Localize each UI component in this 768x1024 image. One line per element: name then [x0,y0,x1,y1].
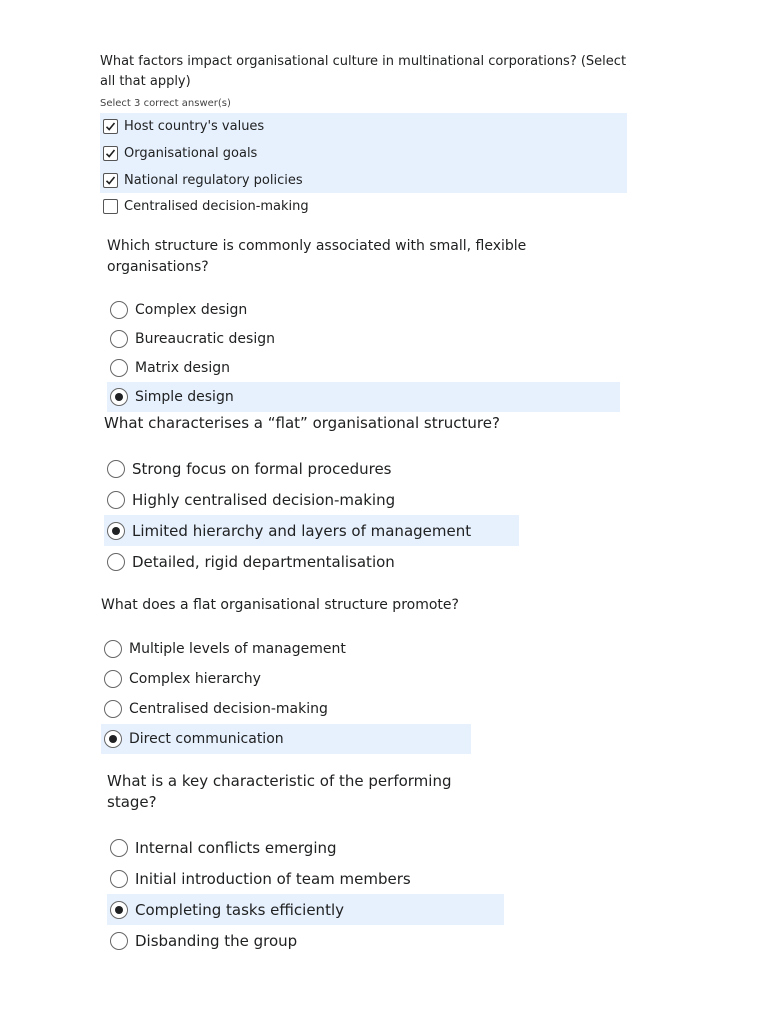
radio-selected-icon[interactable] [110,901,128,919]
q5-option-3-label: Completing tasks efficiently [135,900,344,919]
q3-option-4[interactable] [104,546,519,577]
q2-option-1[interactable] [107,295,620,324]
q3-option-1-label: Strong focus on formal procedures [132,459,392,478]
checkbox-unchecked-icon[interactable] [103,199,118,214]
checkbox-checked-icon[interactable] [103,173,118,188]
radio-off-icon[interactable] [107,553,125,571]
q5-option-2-label: Initial introduction of team members [135,869,411,888]
q3-option-2-label: Highly centralised decision-making [132,490,396,509]
radio-off-icon[interactable] [107,491,125,509]
q3-option-3[interactable] [104,515,519,546]
radio-off-icon[interactable] [110,932,128,950]
q3-option-3-label: Limited hierarchy and layers of management [132,521,472,540]
q4-option-4-label: Direct communication [129,731,284,747]
q2-option-2[interactable] [107,324,620,353]
radio-off-icon[interactable] [110,870,128,888]
question-1 [100,52,627,220]
q4-option-1[interactable] [101,634,471,664]
radio-selected-icon[interactable] [107,522,125,540]
question-4 [101,595,471,754]
q3-option-4-label: Detailed, rigid departmentalisation [132,552,395,571]
q2-option-4[interactable] [107,382,620,412]
q1-option-4-label: Centralised decision-making [124,199,309,214]
q1-option-1[interactable] [100,113,627,140]
q2-option-2-label: Bureaucratic design [135,330,275,347]
question-2 [107,236,620,412]
question-2-text: Which structure is commonly associated with small, flexible organisations? [107,238,527,275]
radio-off-icon[interactable] [107,460,125,478]
q5-option-2[interactable] [107,863,504,894]
q1-option-2[interactable] [100,140,627,167]
question-5 [107,771,504,956]
radio-off-icon[interactable] [104,640,122,658]
checkbox-checked-icon[interactable] [103,146,118,161]
radio-off-icon[interactable] [104,670,122,688]
question-3-text: What characterises a “flat” organisational structure? [104,414,500,432]
q4-option-2[interactable] [101,664,471,694]
q1-option-1-label: Host country's values [124,119,265,134]
radio-off-icon[interactable] [110,839,128,857]
radio-off-icon[interactable] [110,301,128,319]
q1-option-4[interactable] [100,193,627,220]
q2-option-3-label: Matrix design [135,359,230,376]
q4-option-1-label: Multiple levels of management [129,641,346,657]
q5-option-4-label: Disbanding the group [135,931,298,950]
q4-option-2-label: Complex hierarchy [129,671,261,687]
q4-option-3[interactable] [101,694,471,724]
q2-option-4-label: Simple design [135,389,234,405]
q3-option-2[interactable] [104,484,519,515]
q5-option-1-label: Internal conflicts emerging [135,838,337,857]
q4-option-3-label: Centralised decision-making [129,701,328,717]
q1-option-3-label: National regulatory policies [124,172,303,188]
q2-option-1-label: Complex design [135,301,248,318]
q5-option-3[interactable] [107,894,504,925]
question-4-text: What does a flat organisational structure promote? [101,597,459,613]
q3-option-1[interactable] [104,453,519,484]
q1-option-2-label: Organisational goals [124,146,258,161]
radio-off-icon[interactable] [104,700,122,718]
radio-selected-icon[interactable] [110,388,128,406]
q5-option-4[interactable] [107,925,504,956]
checkbox-checked-icon[interactable] [103,119,118,134]
question-3 [104,413,519,577]
q4-option-4[interactable] [101,724,471,754]
question-1-hint: Select 3 correct answer(s) [100,98,231,109]
question-5-text: What is a key characteristic of the performing stage? [107,772,452,811]
q2-option-3[interactable] [107,353,620,382]
q1-option-3[interactable] [100,167,627,193]
question-1-text: What factors impact organisational culture in multinational corporations? (Select all that apply) [100,54,627,89]
radio-off-icon[interactable] [110,359,128,377]
radio-off-icon[interactable] [110,330,128,348]
radio-selected-icon[interactable] [104,730,122,748]
q5-option-1[interactable] [107,832,504,863]
